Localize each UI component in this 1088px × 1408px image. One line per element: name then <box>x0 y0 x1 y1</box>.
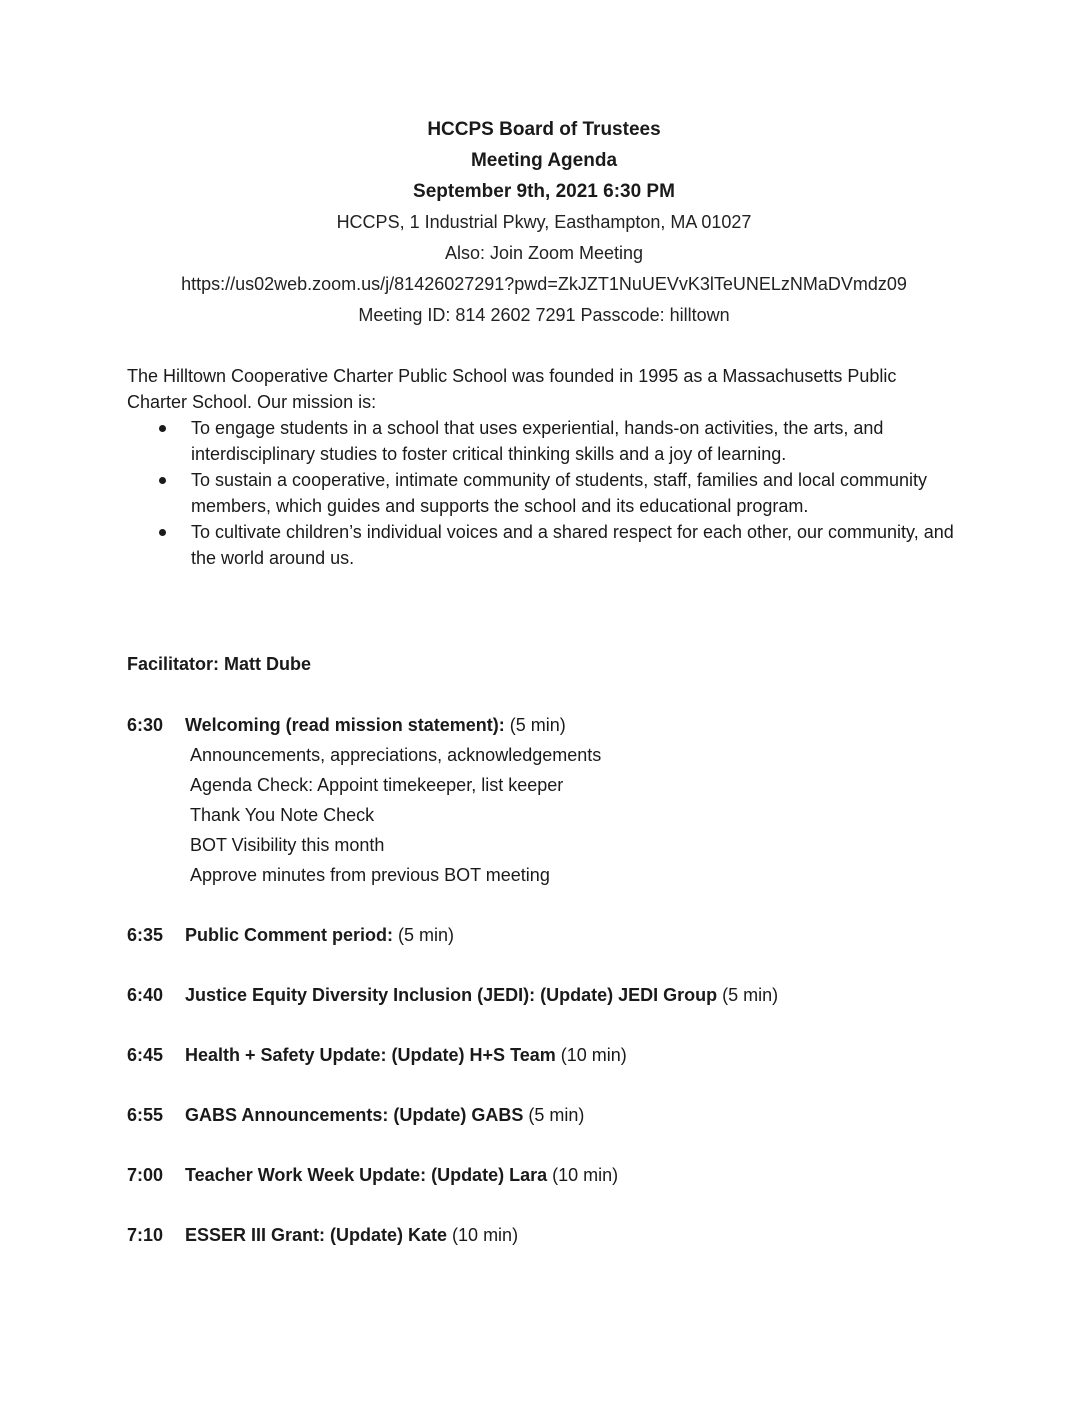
agenda-item <box>127 1220 1027 1250</box>
agenda-item <box>127 1160 1027 1190</box>
agenda-duration: (5 min) <box>523 1105 585 1125</box>
agenda-time: 7:00 <box>127 1165 164 1185</box>
spacer <box>127 1190 1027 1220</box>
facilitator-line <box>127 651 311 677</box>
mission-intro: The Hilltown Cooperative Charter Public School was founded in 1995 as a Massachusetts Public Charter School. Our mission is: <box>127 366 897 412</box>
mission-bullet-text: To cultivate children’s individual voices and a shared respect for each other, our community, and the world around us. <box>191 522 954 568</box>
agenda-title: Teacher Work Week Update: (Update) Lara <box>185 1165 548 1185</box>
agenda-item-body <box>185 1160 618 1190</box>
agenda-time: 7:10 <box>127 1225 164 1245</box>
agenda-title: Welcoming (read mission statement): <box>185 715 505 735</box>
agenda-item <box>127 1040 1027 1070</box>
facilitator-label: Facilitator: Matt Dube <box>127 654 312 674</box>
spacer <box>127 1130 1027 1160</box>
mission-list <box>127 415 957 571</box>
meeting-id-passcode: Meeting ID: 814 2602 7291 Passcode: hilltown <box>358 305 730 325</box>
agenda-time: 6:35 <box>127 925 164 945</box>
agenda-title: Health + Safety Update: (Update) H+S Team <box>185 1045 556 1065</box>
agenda-duration: (5 min) <box>393 925 455 945</box>
agenda-time: 6:30 <box>127 715 164 735</box>
agenda-item-body <box>185 1220 518 1250</box>
agenda-time: 6:55 <box>127 1105 164 1125</box>
agenda-title: GABS Announcements: (Update) GABS <box>185 1105 524 1125</box>
agenda-title: ESSER III Grant: (Update) Kate <box>185 1225 448 1245</box>
agenda-item-body <box>185 980 778 1010</box>
agenda-time: 6:45 <box>127 1045 164 1065</box>
agenda-item <box>127 920 1027 950</box>
agenda-item <box>127 980 1027 1010</box>
spacer <box>127 950 1027 980</box>
mission-bullet-text: To sustain a cooperative, intimate community of students, staff, families and local community members, which guides and supports the school and its educational program. <box>191 470 928 516</box>
bullet-icon <box>159 425 166 432</box>
agenda-subitem: Thank You Note Check <box>190 805 375 825</box>
mission-bullet <box>127 519 957 571</box>
spacer <box>127 1010 1027 1040</box>
zoom-intro: Also: Join Zoom Meeting <box>444 243 644 263</box>
meeting-date-time: September 9th, 2021 6:30 PM <box>413 181 675 202</box>
mission-bullet <box>127 415 957 467</box>
zoom-link[interactable]: https://us02web.zoom.us/j/81426027291?pwd=ZkJZT1NuUEVvK3lTeUNELzNMaDVmdz09 <box>181 274 907 294</box>
meeting-address: HCCPS, 1 Industrial Pkwy, Easthampton, MA 01027 <box>336 212 752 232</box>
mission-bullet-text: To engage students in a school that uses experiential, hands-on activities, the arts, and interdisciplinary studies to foster critical thinking skills and a joy of learning. <box>191 418 884 464</box>
agenda-list <box>127 710 1027 1250</box>
spacer <box>127 1070 1027 1100</box>
agenda-item <box>127 1100 1027 1130</box>
agenda-subitems <box>190 740 1027 890</box>
agenda-time: 6:40 <box>127 985 164 1005</box>
mission-bullet <box>127 467 957 519</box>
bullet-icon <box>159 477 166 484</box>
agenda-subitem: Announcements, appreciations, acknowledgements <box>190 745 602 765</box>
agenda-item-body <box>185 1100 584 1130</box>
agenda-subitem: BOT Visibility this month <box>190 835 385 855</box>
agenda-duration: (10 min) <box>547 1165 619 1185</box>
mission-section <box>127 363 957 571</box>
agenda-subitem: Approve minutes from previous BOT meeting <box>190 865 550 885</box>
agenda-item-body <box>185 920 454 950</box>
agenda-item <box>127 710 1027 740</box>
agenda-item-body <box>185 710 566 740</box>
bullet-icon <box>159 529 166 536</box>
agenda-title: Justice Equity Diversity Inclusion (JEDI): (Update) JEDI Group <box>185 985 718 1005</box>
agenda-duration: (10 min) <box>447 1225 519 1245</box>
organization-title: HCCPS Board of Trustees <box>427 119 661 140</box>
agenda-item-body <box>185 1040 627 1070</box>
agenda-title: Public Comment period: <box>185 925 394 945</box>
spacer <box>127 890 1027 920</box>
agenda-subitem: Agenda Check: Appoint timekeeper, list keeper <box>190 775 564 795</box>
document-title: Meeting Agenda <box>470 150 618 171</box>
agenda-duration: (5 min) <box>504 715 566 735</box>
agenda-duration: (5 min) <box>717 985 779 1005</box>
document-header <box>0 114 1088 331</box>
agenda-duration: (10 min) <box>555 1045 627 1065</box>
